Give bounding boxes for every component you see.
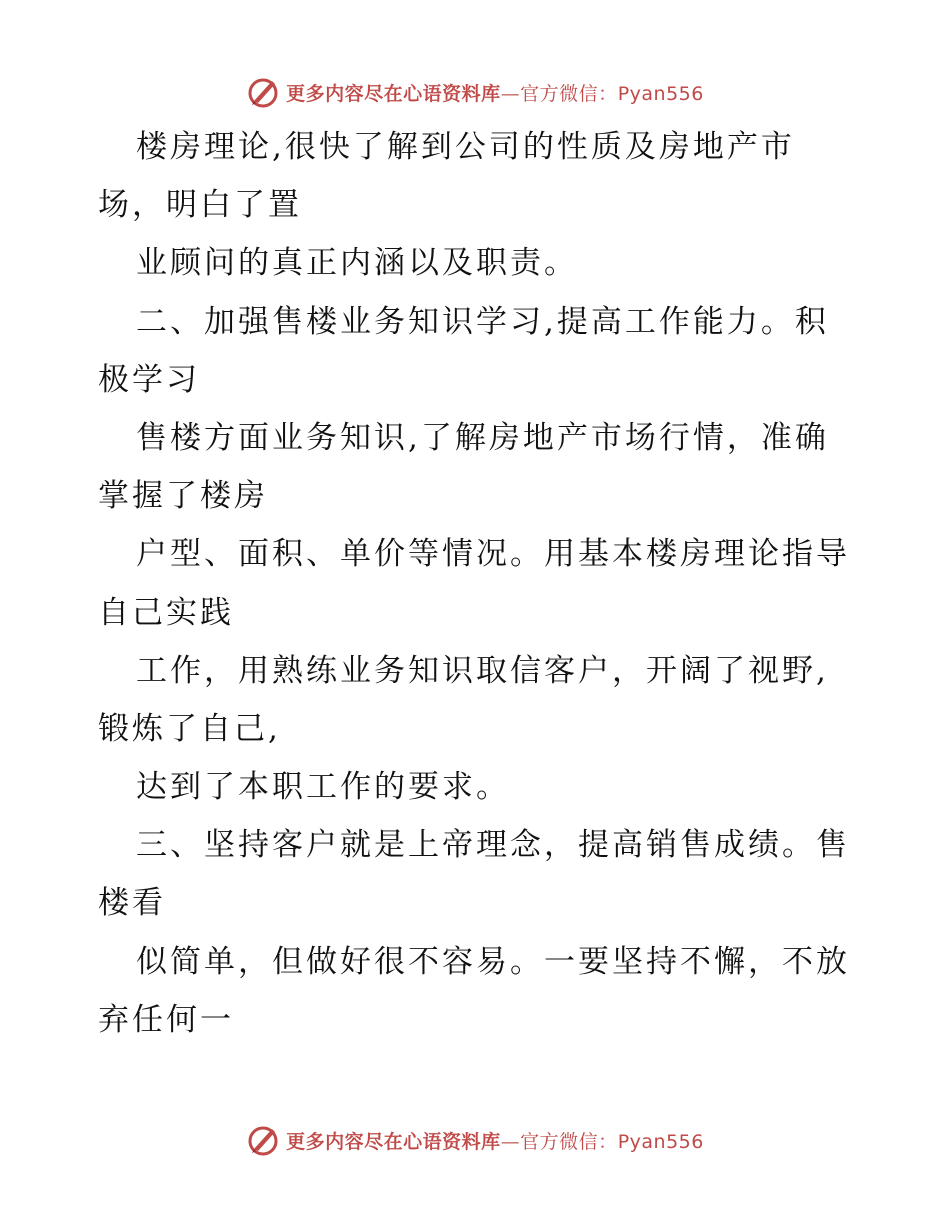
document-body <box>98 118 868 1049</box>
footer-contact-label: 官方微信： <box>520 1130 618 1153</box>
text-line: 户型、面积、单价等情况。用基本楼房理论指导 <box>136 536 850 573</box>
text-line: 达到了本职工作的要求。 <box>136 769 510 806</box>
quill-pen-logo-icon <box>246 75 280 109</box>
text-line: 极学习 <box>98 361 200 398</box>
text-line: 售楼方面业务知识,了解房地产市场行情，准确 <box>136 419 829 456</box>
header-separator: — <box>500 82 521 105</box>
text-line: 场，明白了置 <box>98 187 302 224</box>
footer-separator: — <box>500 1130 521 1153</box>
text-line: 掌握了楼房 <box>98 478 268 515</box>
text-line: 似简单，但做好很不容易。一要坚持不懈，不放 <box>136 943 850 980</box>
header-contact-id: Pyan556 <box>617 82 704 105</box>
text-line: 二、加强售楼业务知识学习,提高工作能力。积 <box>136 303 829 340</box>
footer-brand-text: 更多内容尽在心语资料库 <box>286 1130 501 1153</box>
footer-contact-id: Pyan556 <box>617 1130 704 1153</box>
text-line: 工作，用熟练业务知识取信客户，开阔了视野, <box>136 652 829 689</box>
footer-banner <box>0 1120 950 1160</box>
text-line: 三、坚持客户就是上帝理念，提高销售成绩。售 <box>136 827 850 864</box>
header-brand-text: 更多内容尽在心语资料库 <box>286 82 501 105</box>
text-line: 弃任何一 <box>98 1001 234 1038</box>
quill-pen-logo-icon <box>246 1123 280 1157</box>
header-watermark-text <box>286 79 704 106</box>
header-banner <box>0 72 950 112</box>
text-line: 楼看 <box>98 885 166 922</box>
header-contact-label: 官方微信： <box>520 82 618 105</box>
text-line: 业顾问的真正内涵以及职责。 <box>136 245 578 282</box>
text-line: 锻炼了自己, <box>98 710 281 747</box>
text-line: 自己实践 <box>98 594 234 631</box>
footer-watermark-text <box>286 1127 704 1154</box>
text-line: 楼房理论,很快了解到公司的性质及房地产市 <box>136 129 795 165</box>
